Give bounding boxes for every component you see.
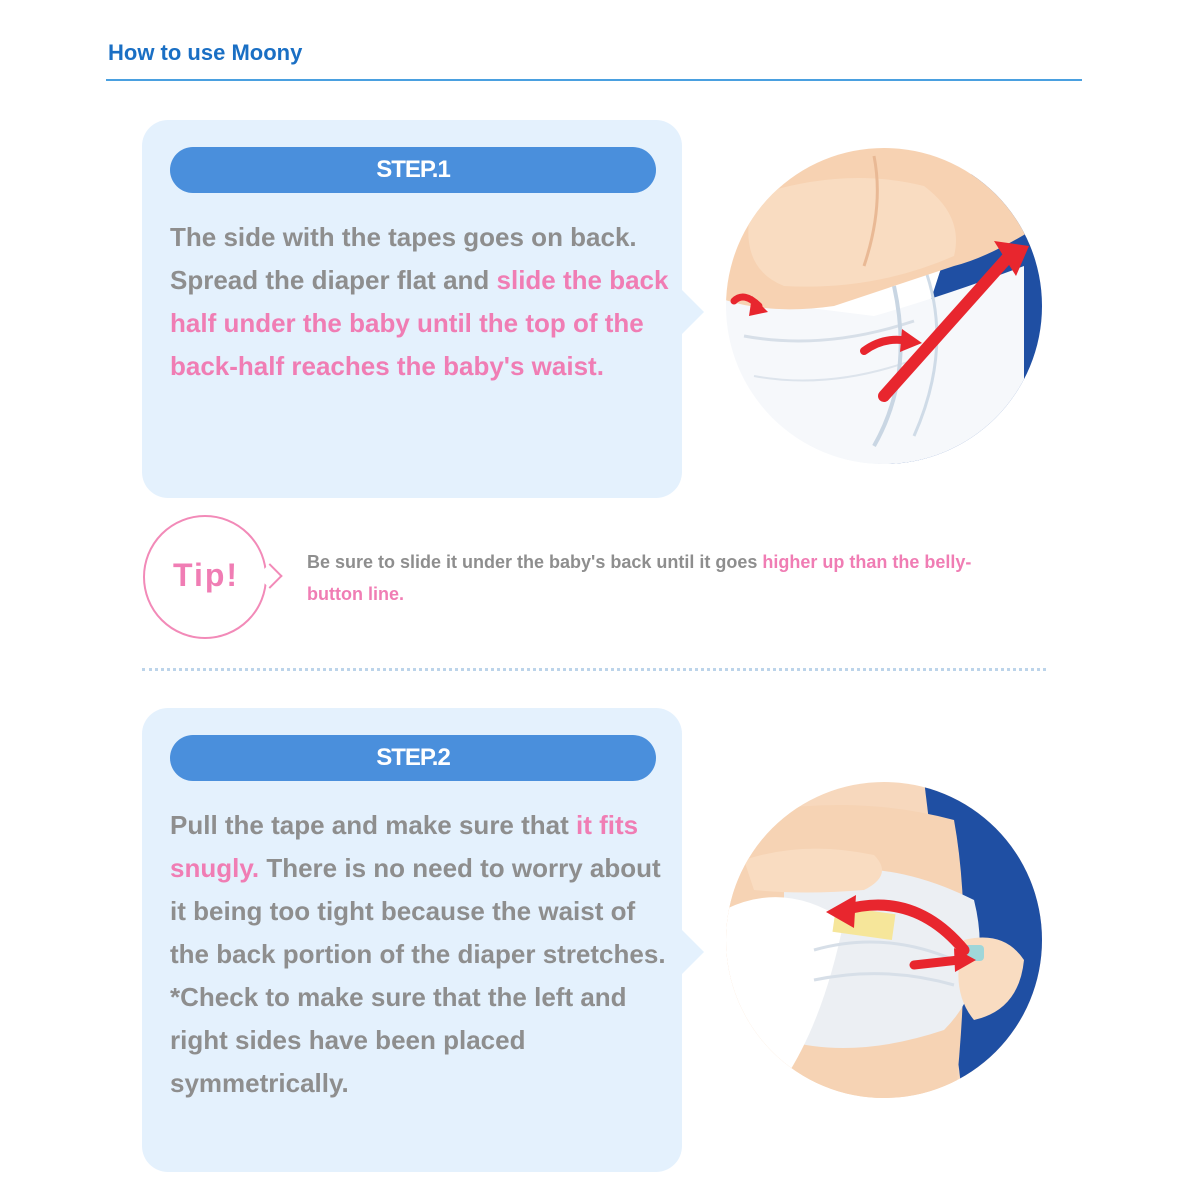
step-1-text-a: The side with the tapes goes on back.: [170, 222, 637, 252]
step-2-highlight: it fits snugly.: [170, 810, 639, 883]
step-2-badge: STEP.2: [170, 735, 656, 781]
step-1-description: [170, 216, 670, 388]
step-2-text-a: Pull the tape and make sure that: [170, 810, 576, 840]
step-2-text-c: *Check to make sure that the left and right sides have been placed symmetrically.: [170, 982, 627, 1098]
tip-text-main: Be sure to slide it under the baby's back until it goes: [307, 552, 763, 572]
title-divider: [106, 79, 1082, 81]
step-1-highlight: slide the back half under the baby until the top of the back-half reaches the baby's waist.: [170, 265, 669, 381]
step-1-card: [142, 120, 682, 498]
section-title: How to use Moony: [108, 40, 303, 65]
tip-highlight: higher up than the belly-button line.: [307, 552, 972, 604]
tip-label: Tip!: [172, 557, 240, 593]
step-2-card: [142, 708, 682, 1172]
baby-diaper-tape-illustration: [724, 780, 1044, 1100]
baby-diaper-back-illustration: [724, 146, 1044, 466]
step-2-description: [170, 804, 670, 1105]
step-2-text-b: There is no need to worry about it being too tight because the waist of the back portion of the diaper stretches.: [170, 853, 666, 969]
step-1-text-b: Spread the diaper flat and: [170, 265, 497, 295]
tip-text: [307, 546, 1027, 610]
section-divider: [142, 668, 1046, 671]
tip-bubble: [143, 515, 267, 639]
step-1-badge: STEP.1: [170, 147, 656, 193]
